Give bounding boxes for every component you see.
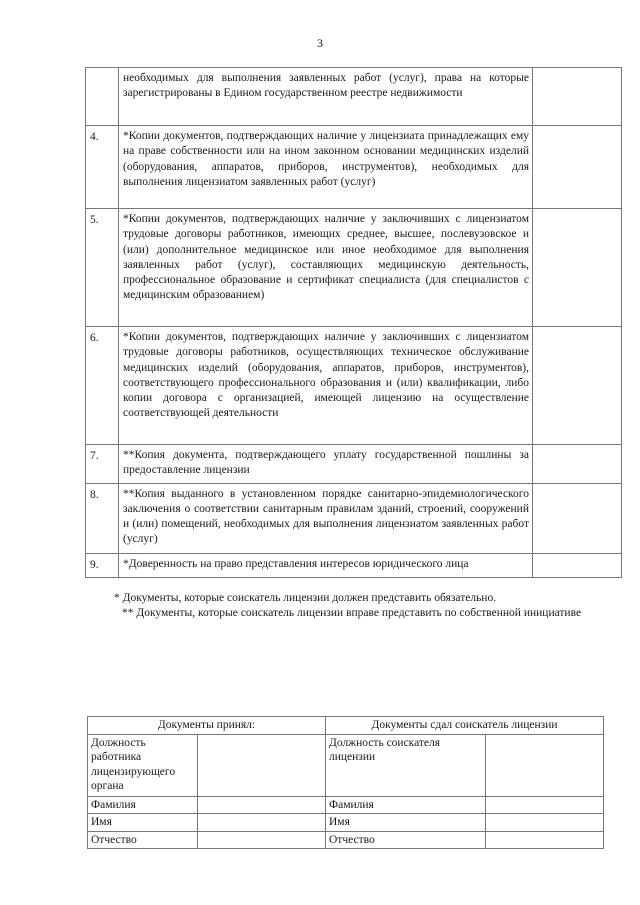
row-number: 4. [86,126,119,209]
official-name-field [198,814,326,832]
row-number: 5. [86,209,119,327]
table-row [88,796,604,814]
row-mark-cell [533,68,622,126]
row-text: *Доверенность на право представления интересов юридического лица [119,553,533,577]
row-number: 6. [86,327,119,445]
table-row [86,68,622,126]
row-text: *Копии документов, подтверждающих наличие у лицензиата принадлежащих ему на праве собственности или на ином законном основании медицинских изделий (оборудования, аппаратов, приборов, инструментов), необходимых для выполнения лицензиатом заявленных работ (услуг) [119,126,533,209]
row-number: 9. [86,553,119,577]
official-position-field [198,734,326,796]
row-number [86,68,119,126]
submitted-header: Документы сдал соискатель лицензии [326,717,604,735]
accepted-header: Документы принял: [88,717,326,735]
table-row [86,209,622,327]
official-name-label: Имя [88,814,198,832]
official-patronymic-field [198,831,326,849]
official-patronymic-label: Отчество [88,831,198,849]
row-mark-cell [533,209,622,327]
documents-table [85,67,622,578]
official-position-label: Должность работника лицензирующего органа [88,734,198,796]
table-row [86,126,622,209]
official-surname-label: Фамилия [88,796,198,814]
applicant-surname-label: Фамилия [326,796,486,814]
row-text: **Копия документа, подтверждающего уплату государственной пошлины за предоставление лицензии [119,445,533,484]
row-text: **Копия выданного в установленном порядке санитарно-эпидемиологического заключения о соответствии санитарным правилам зданий, строений, сооружений и (или) помещений, необходимых для выполнения лицензиатом заявленных работ (услуг) [119,483,533,553]
optional-note: ** Документы, которые соискатель лицензии вправе представить по собственной инициативе [122,607,582,619]
row-text: *Копии документов, подтверждающих наличие у заключивших с лицензиатом трудовые договоры работников, имеющих среднее, высшее, послевузовское и (или) дополнительное медицинское или иное необходимое для выполнения заявленных работ (услуг), составляющих медицинскую деятельность, профессиональное образование и сертификат специалиста (для специалистов с медицинским образованием) [119,209,533,327]
mandatory-note: * Документы, которые соискатель лицензии должен представить обязательно. [114,592,497,604]
table-row [86,483,622,553]
official-surname-field [198,796,326,814]
table-row [88,717,604,735]
applicant-patronymic-label: Отчество [326,831,486,849]
table-row [88,831,604,849]
row-mark-cell [533,327,622,445]
page-number: 3 [317,36,323,50]
applicant-position-label: Должность соискателя лицензии [326,734,486,796]
applicant-surname-field [486,796,604,814]
row-text: необходимых для выполнения заявленных работ (услуг), права на которые зарегистрированы в Едином государственном реестре недвижимости [119,68,533,126]
applicant-name-field [486,814,604,832]
signature-table [87,716,604,849]
table-row [86,553,622,577]
applicant-name-label: Имя [326,814,486,832]
row-mark-cell [533,553,622,577]
row-mark-cell [533,445,622,484]
row-number: 8. [86,483,119,553]
applicant-position-field [486,734,604,796]
table-row [88,734,604,796]
row-text: *Копии документов, подтверждающих наличие у заключивших с лицензиатом трудовые договоры работников, осуществляющих техническое обслуживание медицинских изделий (оборудования, аппаратов, приборов, инструментов), соответствующего профессионального образования и (или) квалификации, либо копии договора с организацией, имеющей лицензию на осуществление соответствующей деятельности [119,327,533,445]
row-number: 7. [86,445,119,484]
table-row [86,445,622,484]
row-mark-cell [533,483,622,553]
row-mark-cell [533,126,622,209]
table-row [88,814,604,832]
table-row [86,327,622,445]
applicant-patronymic-field [486,831,604,849]
